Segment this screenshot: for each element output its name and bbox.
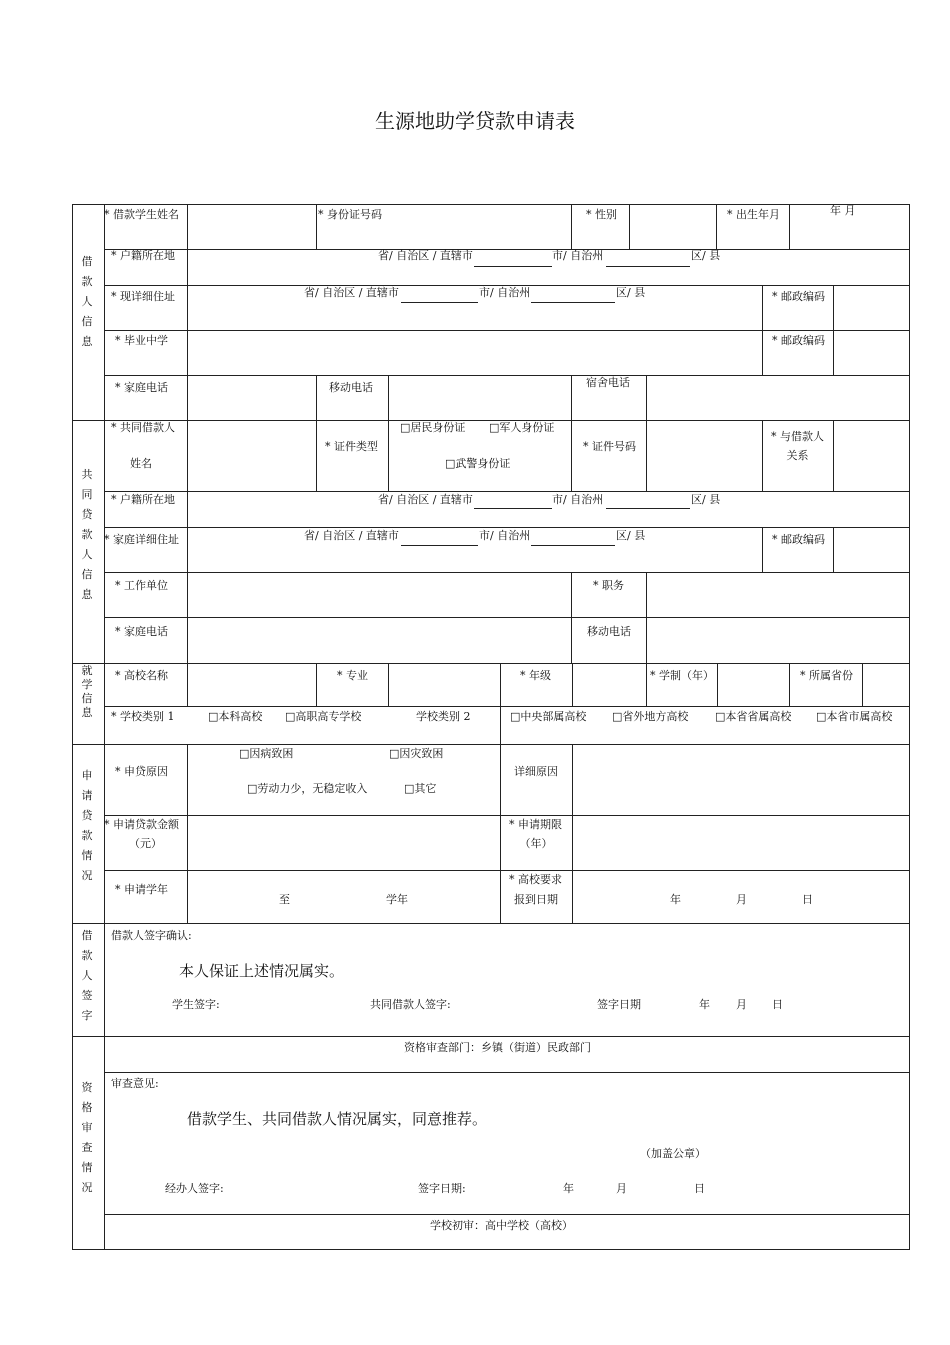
label-student-name: * 借款学生姓名 bbox=[104, 208, 179, 221]
label-term-unit: （年） bbox=[519, 837, 553, 850]
report-day: 日 bbox=[802, 893, 813, 906]
checkbox-labor[interactable]: □劳动力少，无稳定收入 bbox=[247, 782, 368, 795]
page-title: 生源地助学贷款申请表 bbox=[375, 109, 575, 133]
hukou-county: 区/ 县 bbox=[691, 249, 721, 262]
blank-line bbox=[401, 545, 478, 546]
sign-year: 年 bbox=[699, 998, 710, 1011]
label-zip-2: * 邮政编码 bbox=[772, 334, 825, 347]
label-co-sign: 共同借款人签字: bbox=[370, 998, 451, 1011]
label-co-mobile: 移动电话 bbox=[587, 625, 631, 638]
label-duration: * 学制（年） bbox=[650, 669, 714, 682]
label-relation-2: 关系 bbox=[786, 449, 809, 462]
label-sign-date: 签字日期 bbox=[597, 998, 641, 1011]
label-co-address: * 家庭详细住址 bbox=[104, 533, 179, 546]
label-grade: * 年级 bbox=[520, 669, 551, 682]
label-report-date-2: 报到日期 bbox=[514, 893, 558, 906]
section-label-co-borrower: 共同贷款人信息 bbox=[81, 468, 93, 601]
checkbox-municipal[interactable]: □本省市属高校 bbox=[816, 710, 893, 723]
blank-line bbox=[606, 266, 690, 267]
checkbox-disaster[interactable]: □因灾致困 bbox=[389, 747, 444, 760]
blank-line bbox=[531, 302, 615, 303]
sign-day: 日 bbox=[772, 998, 783, 1011]
review-year: 年 bbox=[563, 1182, 574, 1195]
report-month: 月 bbox=[736, 893, 747, 906]
label-gender: * 性别 bbox=[586, 208, 617, 221]
checkbox-undergrad[interactable]: □本科高校 bbox=[208, 710, 263, 723]
blank-line bbox=[531, 545, 615, 546]
section-label-apply: 申请贷款情况 bbox=[81, 769, 93, 882]
label-report-date: * 高校要求 bbox=[509, 873, 562, 886]
label-hukou: * 户籍所在地 bbox=[111, 249, 175, 262]
label-co-name-2: 姓名 bbox=[130, 457, 152, 470]
label-major: * 专业 bbox=[337, 669, 368, 682]
address-province: 省/ 自治区 / 直辖市 bbox=[304, 286, 399, 299]
blank-line bbox=[606, 508, 690, 509]
label-co-name: * 共同借款人 bbox=[111, 421, 175, 434]
label-school-type-1: * 学校类别 1 bbox=[111, 710, 175, 723]
section-label-school: 就学信息 bbox=[81, 664, 93, 719]
checkbox-out-province[interactable]: □省外地方高校 bbox=[612, 710, 689, 723]
label-co-hukou: * 户籍所在地 bbox=[111, 493, 175, 506]
label-mobile: 移动电话 bbox=[329, 381, 373, 394]
birth-year-month: 年 月 bbox=[830, 204, 856, 217]
co-hukou-county: 区/ 县 bbox=[691, 493, 721, 506]
label-address: * 现详细住址 bbox=[111, 290, 175, 303]
label-province: * 所属省份 bbox=[800, 669, 853, 682]
school-year-to: 至 bbox=[279, 893, 290, 906]
label-position: * 职务 bbox=[593, 579, 624, 592]
label-relation: * 与借款人 bbox=[771, 430, 824, 443]
report-year: 年 bbox=[670, 893, 681, 906]
checkbox-illness[interactable]: □因病致困 bbox=[239, 747, 294, 760]
blank-line bbox=[474, 508, 552, 509]
label-high-school: * 毕业中学 bbox=[115, 334, 168, 347]
section-label-sign: 借款人签字 bbox=[81, 929, 93, 1022]
section-label-borrower: 借款人信息 bbox=[81, 255, 93, 348]
hukou-province: 省/ 自治区 / 直辖市 bbox=[378, 249, 473, 262]
co-address-province: 省/ 自治区 / 直辖市 bbox=[304, 529, 399, 542]
label-id-number-co: * 证件号码 bbox=[583, 440, 636, 453]
review-statement: 借款学生、共同借款人情况属实，同意推荐。 bbox=[187, 1110, 488, 1128]
checkbox-other[interactable]: □其它 bbox=[404, 782, 437, 795]
label-term: * 申请期限 bbox=[509, 818, 562, 831]
co-address-city: 市/ 自治州 bbox=[479, 529, 531, 542]
review-month: 月 bbox=[616, 1182, 627, 1195]
label-handler-sign: 经办人签字: bbox=[165, 1182, 224, 1195]
label-birth: * 出生年月 bbox=[727, 208, 780, 221]
sign-month: 月 bbox=[736, 998, 747, 1011]
review-day: 日 bbox=[694, 1182, 705, 1195]
school-preliminary-review: 学校初审：高中学校（高校） bbox=[430, 1219, 573, 1232]
co-hukou-city: 市/ 自治州 bbox=[552, 493, 604, 506]
blank-line bbox=[401, 302, 478, 303]
label-home-phone: * 家庭电话 bbox=[115, 381, 168, 394]
label-id-number: * 身份证号码 bbox=[318, 208, 382, 221]
section-label-review: 资格审查情况 bbox=[81, 1081, 93, 1194]
school-year-suffix: 学年 bbox=[386, 893, 408, 906]
label-school-type-2: 学校类别 2 bbox=[416, 710, 471, 723]
label-co-zip: * 邮政编码 bbox=[772, 533, 825, 546]
label-co-home-phone: * 家庭电话 bbox=[115, 625, 168, 638]
label-amount-unit: （元） bbox=[129, 837, 162, 850]
checkbox-vocational[interactable]: □高职高专学校 bbox=[285, 710, 362, 723]
label-id-type: * 证件类型 bbox=[325, 440, 378, 453]
review-department: 资格审查部门：乡镇（街道）民政部门 bbox=[404, 1041, 591, 1054]
co-address-county: 区/ 县 bbox=[616, 529, 646, 542]
label-review-opinion: 审查意见: bbox=[111, 1077, 159, 1090]
address-county: 区/ 县 bbox=[616, 286, 646, 299]
checkbox-military-id[interactable]: □军人身份证 bbox=[489, 421, 555, 434]
label-reason: * 申贷原因 bbox=[115, 765, 168, 778]
label-university: * 高校名称 bbox=[115, 669, 168, 682]
label-zip: * 邮政编码 bbox=[772, 290, 825, 303]
label-workplace: * 工作单位 bbox=[115, 579, 168, 592]
blank-line bbox=[474, 266, 552, 267]
label-amount: * 申请贷款金额 bbox=[104, 818, 179, 831]
label-detail-reason: 详细原因 bbox=[514, 765, 558, 778]
hukou-city: 市/ 自治州 bbox=[552, 249, 604, 262]
label-school-year: * 申请学年 bbox=[115, 883, 168, 896]
seal-note: （加盖公章） bbox=[640, 1147, 706, 1160]
address-city: 市/ 自治州 bbox=[479, 286, 531, 299]
checkbox-resident-id[interactable]: □居民身份证 bbox=[400, 421, 466, 434]
checkbox-central[interactable]: □中央部属高校 bbox=[510, 710, 587, 723]
label-dorm-phone: 宿舍电话 bbox=[586, 376, 630, 389]
co-hukou-province: 省/ 自治区 / 直辖市 bbox=[378, 493, 473, 506]
sign-statement: 本人保证上述情况属实。 bbox=[179, 962, 345, 980]
checkbox-police-id[interactable]: □武警身份证 bbox=[445, 457, 511, 470]
label-sign-confirm: 借款人签字确认: bbox=[111, 929, 192, 942]
label-review-date: 签字日期: bbox=[418, 1182, 466, 1195]
label-student-sign: 学生签字: bbox=[172, 998, 220, 1011]
checkbox-provincial[interactable]: □本省省属高校 bbox=[715, 710, 792, 723]
